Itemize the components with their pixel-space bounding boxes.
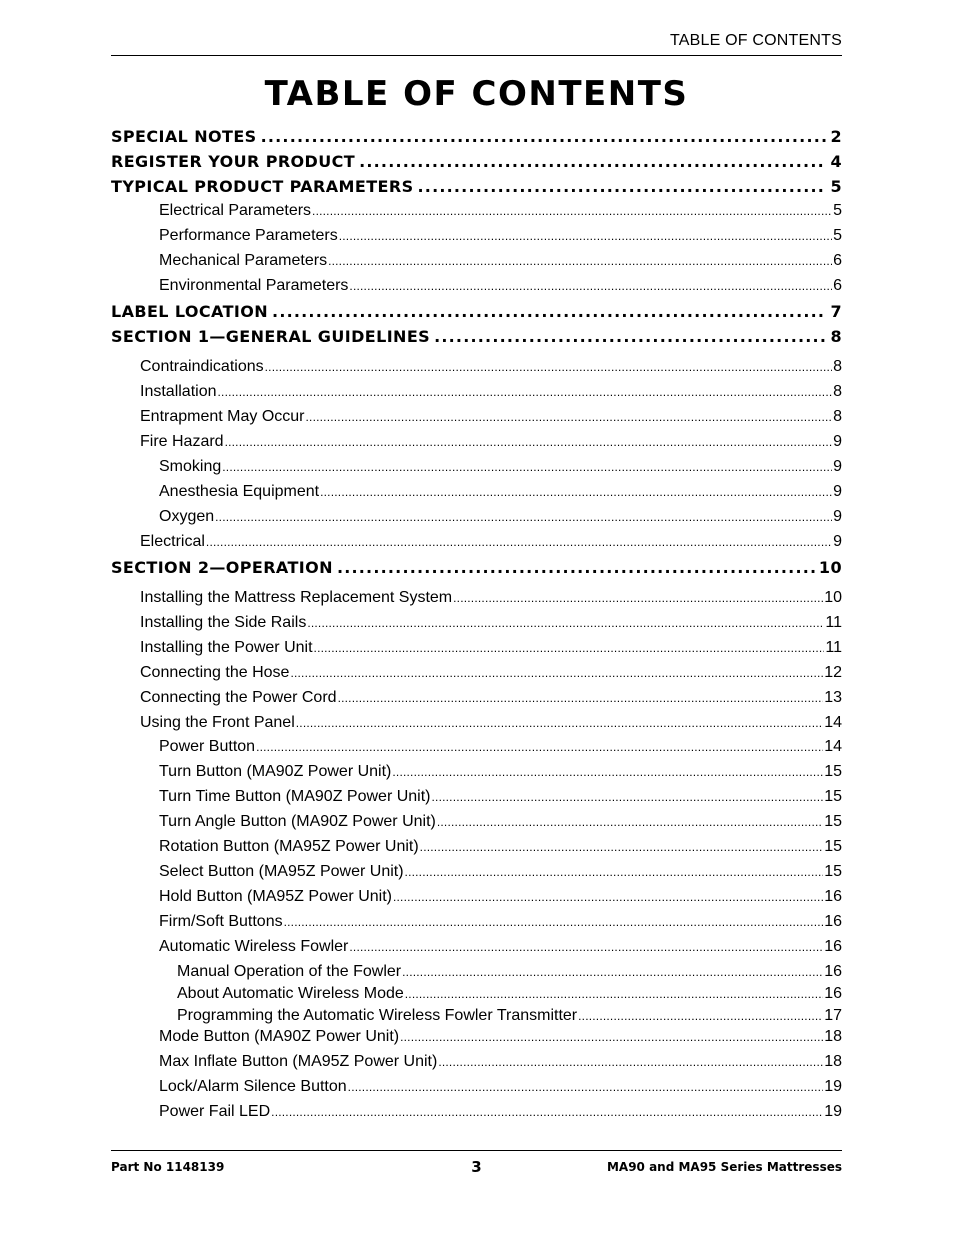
toc-dot-leader <box>337 558 815 577</box>
toc-entry-title: Smoking <box>159 458 222 475</box>
toc-entry-page: 9 <box>833 483 842 500</box>
toc-entry-page: 16 <box>824 938 842 955</box>
toc-entry-title: Anesthesia Equipment <box>159 483 320 500</box>
toc-entry-page: 11 <box>825 639 842 656</box>
toc-entry[interactable] <box>111 1028 842 1046</box>
toc-entry-page: 16 <box>824 913 842 930</box>
toc-entry[interactable] <box>111 227 842 245</box>
toc-entry-page: 18 <box>824 1053 842 1070</box>
toc-entry-title: Turn Time Button (MA90Z Power Unit) <box>159 788 431 805</box>
toc-entry-title: REGISTER YOUR PRODUCT <box>111 152 356 171</box>
toc-entry-title: Electrical <box>140 533 205 550</box>
footer-part-number: Part No 1148139 <box>111 1160 225 1174</box>
toc-dot-leader <box>256 738 823 756</box>
toc-entry[interactable] <box>111 913 842 931</box>
toc-entry-title: Oxygen <box>159 508 215 525</box>
toc-dot-leader <box>392 763 823 781</box>
toc-entry-page: 9 <box>833 458 842 475</box>
toc-dot-leader <box>434 327 826 346</box>
toc-entry-page: 5 <box>833 202 842 219</box>
toc-entry[interactable] <box>111 358 842 376</box>
toc-entry-title: About Automatic Wireless Mode <box>177 985 404 1002</box>
toc-entry[interactable] <box>111 408 842 426</box>
toc-entry-title: LABEL LOCATION <box>111 302 269 321</box>
toc-entry-page: 18 <box>824 1028 842 1045</box>
toc-entry-title: Rotation Button (MA95Z Power Unit) <box>159 838 419 855</box>
toc-dot-leader <box>420 838 824 856</box>
toc-entry-title: Contraindications <box>140 358 264 375</box>
toc-entry[interactable] <box>111 714 842 732</box>
toc-entry-page: 8 <box>833 408 842 425</box>
toc-entry[interactable] <box>111 838 842 856</box>
toc-entry-page: 15 <box>824 813 842 830</box>
toc-entry[interactable] <box>111 639 842 657</box>
toc-dot-leader <box>290 664 823 682</box>
toc-entry-page: 8 <box>833 358 842 375</box>
toc-entry[interactable] <box>111 202 842 220</box>
toc-entry-title: Connecting the Hose <box>140 664 290 681</box>
toc-dot-leader <box>314 639 825 657</box>
toc-entry[interactable] <box>111 788 842 806</box>
toc-entry-title: Programming the Automatic Wireless Fowler Transmitter <box>177 1007 578 1024</box>
toc-dot-leader <box>296 714 823 732</box>
toc-dot-leader <box>402 963 823 981</box>
toc-dot-leader <box>400 1028 823 1046</box>
toc-entry[interactable] <box>111 533 842 551</box>
toc-entry-page: 15 <box>824 838 842 855</box>
toc-entry-title: Fire Hazard <box>140 433 224 450</box>
toc-entry[interactable] <box>111 383 842 401</box>
toc-entry-page: 13 <box>824 689 842 706</box>
toc-entry-page: 6 <box>833 252 842 269</box>
toc-entry-title: Mode Button (MA90Z Power Unit) <box>159 1028 400 1045</box>
toc-entry[interactable] <box>111 433 842 451</box>
toc-entry[interactable] <box>111 177 842 196</box>
toc-entry-page: 10 <box>818 558 842 577</box>
running-header: TABLE OF CONTENTS <box>669 32 842 49</box>
toc-entry-page: 14 <box>824 714 842 731</box>
toc-entry[interactable] <box>111 689 842 707</box>
toc-dot-leader <box>328 252 832 270</box>
toc-entry-title: Mechanical Parameters <box>159 252 328 269</box>
toc-entry-title: Manual Operation of the Fowler <box>177 963 402 980</box>
toc-dot-leader <box>218 383 833 401</box>
toc-entry-title: Max Inflate Button (MA95Z Power Unit) <box>159 1053 438 1070</box>
toc-entry[interactable] <box>111 1078 842 1096</box>
toc-entry-page: 9 <box>833 433 842 450</box>
toc-dot-leader <box>453 589 823 607</box>
toc-dot-leader <box>339 227 832 245</box>
toc-dot-leader <box>418 177 827 196</box>
toc-entry-title: Select Button (MA95Z Power Unit) <box>159 863 404 880</box>
toc-entry-page: 17 <box>824 1007 842 1024</box>
footer-rule <box>111 1150 842 1151</box>
toc-entry[interactable] <box>111 152 842 171</box>
toc-entry[interactable] <box>111 738 842 756</box>
toc-entry-title: Hold Button (MA95Z Power Unit) <box>159 888 392 905</box>
toc-entry-page: 5 <box>833 227 842 244</box>
toc-entry-page: 10 <box>824 589 842 606</box>
toc-dot-leader <box>206 533 832 551</box>
toc-dot-leader <box>284 913 824 931</box>
toc-entry-page: 2 <box>830 127 842 146</box>
toc-entry-title: Power Button <box>159 738 256 755</box>
toc-entry-page: 8 <box>830 327 842 346</box>
toc-entry-page: 16 <box>824 888 842 905</box>
toc-entry[interactable] <box>111 963 842 981</box>
toc-dot-leader <box>348 1078 824 1096</box>
toc-entry[interactable] <box>111 863 842 881</box>
toc-entry-page: 15 <box>824 788 842 805</box>
toc-dot-leader <box>405 985 823 1003</box>
toc-dot-leader <box>349 938 823 956</box>
toc-dot-leader <box>349 277 832 295</box>
toc-dot-leader <box>338 689 824 707</box>
toc-entry[interactable] <box>111 763 842 781</box>
toc-dot-leader <box>432 788 824 806</box>
toc-entry-page: 14 <box>824 738 842 755</box>
toc-entry[interactable] <box>111 277 842 295</box>
toc-entry-title: TYPICAL PRODUCT PARAMETERS <box>111 177 414 196</box>
page-title: TABLE OF CONTENTS <box>264 74 689 114</box>
toc-entry-page: 16 <box>824 963 842 980</box>
footer-product-name: MA90 and MA95 Series Mattresses <box>606 1160 842 1174</box>
toc-dot-leader <box>438 1053 823 1071</box>
toc-entry-page: 8 <box>833 383 842 400</box>
toc-entry[interactable] <box>111 127 842 146</box>
toc-dot-leader <box>312 202 832 220</box>
toc-dot-leader <box>437 813 823 831</box>
toc-entry[interactable] <box>111 1053 842 1071</box>
toc-dot-leader <box>405 863 824 881</box>
toc-entry-page: 16 <box>824 985 842 1002</box>
toc-entry-title: Installing the Side Rails <box>140 614 307 631</box>
toc-entry-title: Turn Angle Button (MA90Z Power Unit) <box>159 813 436 830</box>
toc-entry-page: 9 <box>833 533 842 550</box>
toc-dot-leader <box>307 614 824 632</box>
toc-entry[interactable] <box>111 589 842 607</box>
toc-entry-title: SECTION 2—OPERATION <box>111 558 333 577</box>
toc-entry-title: Turn Button (MA90Z Power Unit) <box>159 763 392 780</box>
footer-page-number: 3 <box>471 1158 482 1176</box>
toc-entry-title: Electrical Parameters <box>159 202 312 219</box>
toc-entry[interactable] <box>111 483 842 501</box>
toc-entry-title: Automatic Wireless Fowler <box>159 938 349 955</box>
toc-entry-page: 15 <box>824 763 842 780</box>
toc-entry[interactable] <box>111 938 842 956</box>
toc-entry-title: Performance Parameters <box>159 227 338 244</box>
toc-entry-title: Installation <box>140 383 217 400</box>
toc-entry[interactable] <box>111 458 842 476</box>
toc-entry-page: 19 <box>824 1078 842 1095</box>
toc-dot-leader <box>261 127 827 146</box>
toc-entry-page: 6 <box>833 277 842 294</box>
document-page <box>111 0 842 1235</box>
toc-dot-leader <box>320 483 832 501</box>
toc-dot-leader <box>265 358 832 376</box>
toc-dot-leader <box>271 1103 823 1121</box>
toc-entry-title: SECTION 1—GENERAL GUIDELINES <box>111 327 431 346</box>
toc-entry-title: Power Fail LED <box>159 1103 271 1120</box>
toc-entry[interactable] <box>111 1103 842 1121</box>
toc-dot-leader <box>359 152 826 171</box>
toc-entry-page: 11 <box>825 614 842 631</box>
toc-entry-title: Entrapment May Occur <box>140 408 305 425</box>
toc-entry[interactable] <box>111 614 842 632</box>
toc-entry-title: Firm/Soft Buttons <box>159 913 283 930</box>
toc-entry[interactable] <box>111 252 842 270</box>
toc-entry-page: 19 <box>824 1103 842 1120</box>
toc-entry-page: 7 <box>830 302 842 321</box>
toc-entry-title: SPECIAL NOTES <box>111 127 257 146</box>
toc-entry-title: Lock/Alarm Silence Button <box>159 1078 347 1095</box>
toc-dot-leader <box>222 458 832 476</box>
toc-entry[interactable] <box>111 558 842 577</box>
toc-entry-page: 9 <box>833 508 842 525</box>
toc-entry[interactable] <box>111 508 842 526</box>
header-rule <box>111 55 842 56</box>
toc-entry[interactable] <box>111 327 842 346</box>
toc-entry-page: 5 <box>830 177 842 196</box>
toc-entry-page: 15 <box>824 863 842 880</box>
toc-entry[interactable] <box>111 1007 842 1025</box>
toc-entry[interactable] <box>111 813 842 831</box>
toc-dot-leader <box>306 408 833 426</box>
toc-entry-title: Installing the Power Unit <box>140 639 313 656</box>
toc-dot-leader <box>225 433 833 451</box>
toc-entry[interactable] <box>111 302 842 321</box>
toc-entry[interactable] <box>111 985 842 1003</box>
toc-dot-leader <box>215 508 832 526</box>
toc-entry-title: Using the Front Panel <box>140 714 295 731</box>
toc-dot-leader <box>272 302 826 321</box>
toc-entry-page: 12 <box>824 664 842 681</box>
toc-dot-leader <box>393 888 823 906</box>
toc-entry-page: 4 <box>830 152 842 171</box>
toc-entry[interactable] <box>111 664 842 682</box>
toc-entry-title: Environmental Parameters <box>159 277 349 294</box>
toc-entry-title: Connecting the Power Cord <box>140 689 337 706</box>
toc-dot-leader <box>578 1007 823 1025</box>
toc-entry-title: Installing the Mattress Replacement System <box>140 589 453 606</box>
toc-entry[interactable] <box>111 888 842 906</box>
